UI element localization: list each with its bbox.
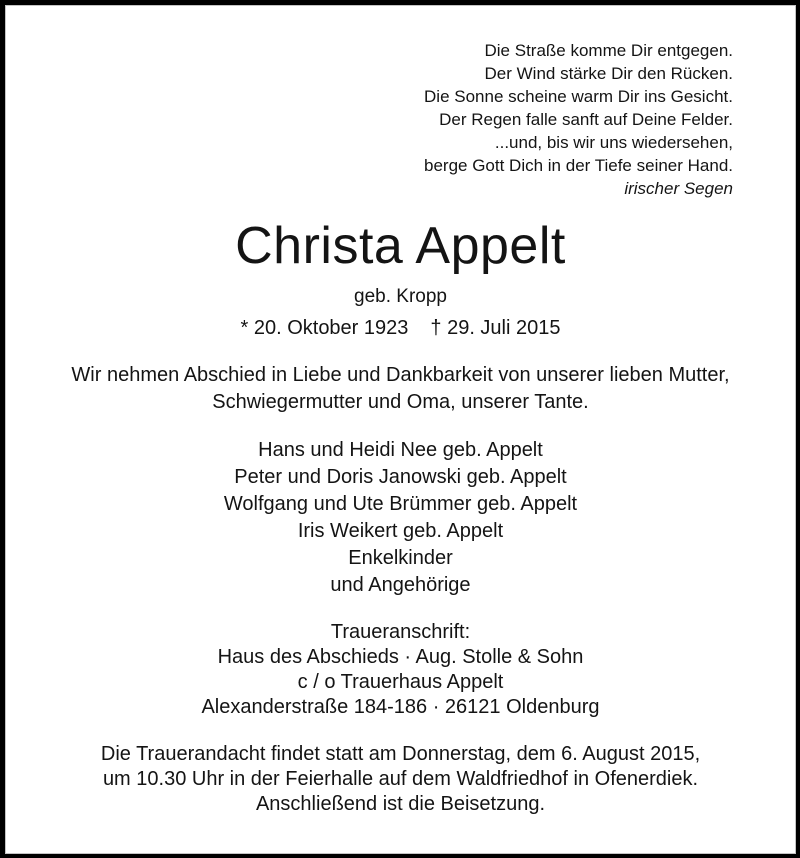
service-line: Die Trauerandacht findet statt am Donnerstag, dem 6. August 2015,: [100, 743, 701, 765]
condolence-line: Alexanderstraße 184-186 · 26121 Oldenburg: [201, 696, 600, 718]
mourner-line: Peter und Doris Janowski geb. Appelt: [234, 466, 567, 488]
obituary-page: [5, 5, 796, 854]
poem-attribution: irischer Segen: [624, 179, 733, 198]
poem-line: ...und, bis wir uns wiedersehen,: [494, 133, 733, 152]
mourners-list: [6, 437, 795, 599]
poem-line: Die Straße komme Dir entgegen.: [484, 41, 733, 60]
birth-name: geb. Kropp: [354, 286, 447, 307]
life-dates: [6, 315, 795, 341]
announcement-line: Wir nehmen Abschied in Liebe und Dankbarkeit von unserer lieben Mutter,: [71, 364, 730, 386]
mourner-line: Enkelkinder: [348, 547, 453, 569]
mourner-line: und Angehörige: [330, 574, 471, 596]
mourner-line: Wolfgang und Ute Brümmer geb. Appelt: [223, 493, 578, 515]
poem-line: Der Regen falle sanft auf Deine Felder.: [439, 110, 733, 129]
condolence-label: Traueranschrift:: [330, 621, 471, 643]
condolence-line: Haus des Abschieds · Aug. Stolle & Sohn: [217, 646, 584, 668]
mourner-line: Iris Weikert geb. Appelt: [297, 520, 504, 542]
deceased-name: Christa Appelt: [235, 217, 566, 275]
birth-date: * 20. Oktober 1923: [240, 317, 409, 339]
announcement-line: Schwiegermutter und Oma, unserer Tante.: [212, 391, 589, 413]
mourner-line: Hans und Heidi Nee geb. Appelt: [258, 439, 543, 461]
poem-line: Der Wind stärke Dir den Rücken.: [484, 64, 733, 83]
condolence-address: [6, 620, 795, 720]
service-information: [6, 742, 795, 817]
condolence-line: c / o Trauerhaus Appelt: [297, 671, 504, 693]
poem-line: Die Sonne scheine warm Dir ins Gesicht.: [424, 87, 733, 106]
death-date: † 29. Juli 2015: [430, 317, 561, 339]
poem-line: berge Gott Dich in der Tiefe seiner Hand.: [424, 156, 733, 175]
poem-block: [6, 39, 795, 200]
service-line: Anschließend ist die Beisetzung.: [255, 793, 546, 815]
farewell-announcement: [6, 362, 795, 416]
service-line: um 10.30 Uhr in der Feierhalle auf dem Waldfriedhof in Ofenerdiek.: [102, 768, 699, 790]
